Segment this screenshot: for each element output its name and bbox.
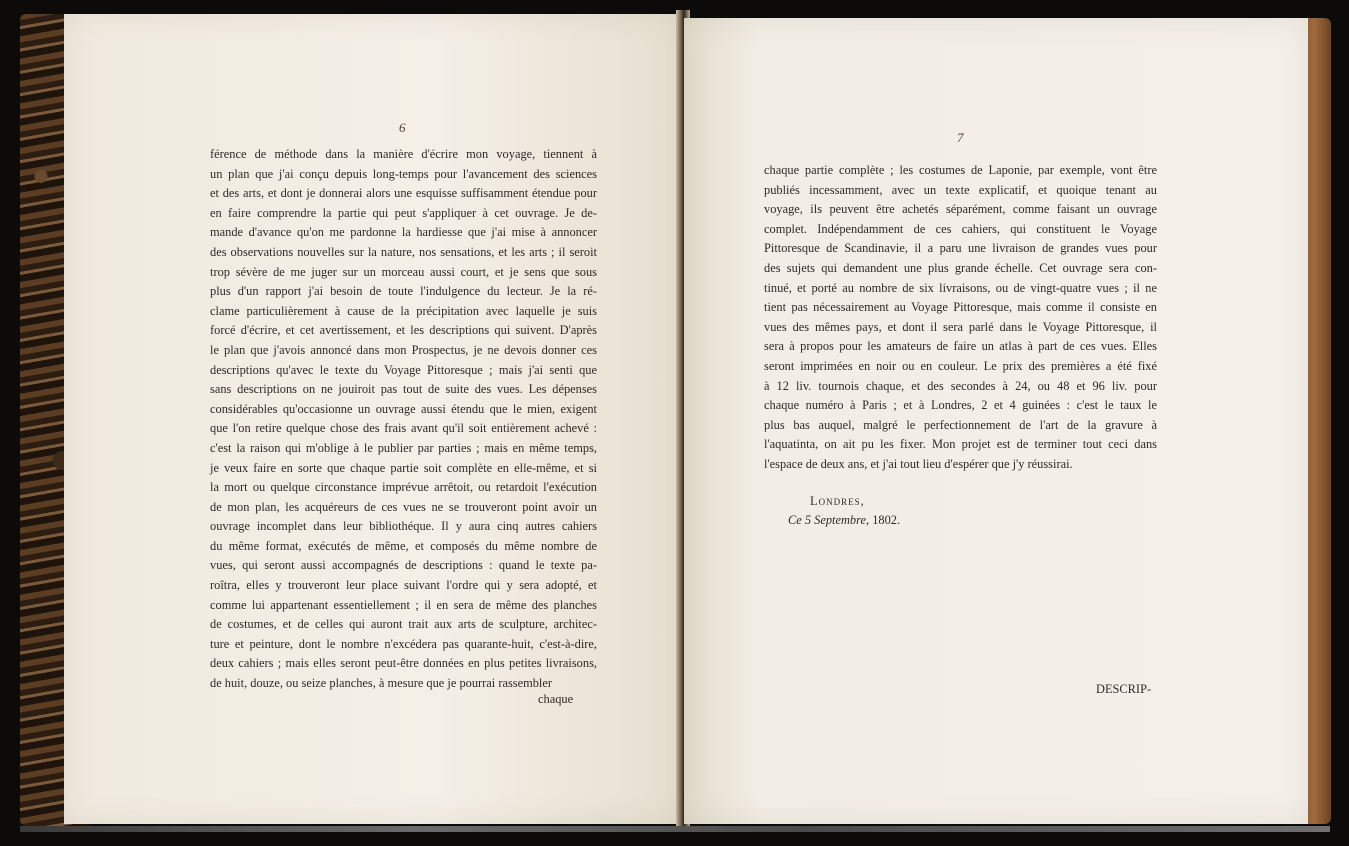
text-line: descriptions qu'avec le texte du Voyage Pittoresque ; mais j'ai senti que [210,362,597,377]
text-line: l'aquatinta, on ait pu les fixer. Mon projet est de terminer tout ceci dans [764,437,1157,452]
text-line: chaque numéro à Paris ; et à Londres, 2 et 4 guinées : c'est le taux le [764,398,1157,413]
signoff-year: 1802. [872,513,901,527]
text-line: Pittoresque de Scandinavie, il a paru une livraison de grandes vues pour [764,241,1157,256]
text-line: que l'on retire quelque chose des frais avant qu'il soit entièrement achevé : [210,421,597,436]
page-number-left: 6 [399,120,406,135]
catchword-left: chaque [538,692,574,706]
text-line: ture et peinture, dont le nombre n'excédera pas quarante-huit, c'est-à-dire, [210,636,597,651]
text-line: seront imprimées en noir ou en couleur. Le prix des premières a été fixé [764,358,1157,373]
text-line: à 12 liv. tournois chaque, et des secondes à 24, ou 48 et 96 liv. pour [764,378,1157,393]
text-line: trop sévère de me juger sur un morceau aussi court, et je sens que sous [210,264,597,279]
text-line: complet. Indépendamment de ces cahiers, qui constituent le Voyage [764,221,1157,236]
text-line: en faire comprendre la partie qui peut s'appliquer à cet ouvrage. Je de- [210,205,597,220]
text-line: comme lui appartenant essentiellement ; il en sera de même des planches [210,597,597,612]
text-line: clame particulièrement à cause de la précipitation avec laquelle je suis [210,303,597,318]
right-page [684,18,1308,824]
signoff-date-prefix: Ce 5 Septembre, [788,513,870,527]
text-line: sera à propos pour les amateurs de faire un atlas à part de ces vues. Elles [764,339,1157,354]
book-bottom-edge [20,826,1330,832]
text-line: de costumes, et de celles qui auront trait aux arts de sculpture, architec- [210,617,597,632]
text-line: de huit, douze, ou seize planches, à mesure que je pourrai rassembler [210,676,552,691]
text-line: plus d'un rapport j'ai besoin de toute l'indulgence du lecteur. Je la ré- [210,284,597,299]
text-line: des observations nouvelles sur la nature, nos sensations, et les arts ; il seroit [210,244,597,259]
text-line: c'est la raison qui m'oblige à le publier par parties ; mais en même temps, [210,440,597,455]
text-line: voyage, ils peuvent être achetés séparément, comme faisant un ouvrage [764,202,1157,217]
signoff-block [788,492,901,530]
text-line: vues des mêmes pays, et dont il sera parlé dans le Voyage Pittoresque, il [764,319,1157,334]
text-line: la mort ou quelque circonstance imprévue arrêtoit, ou retardoit l'exécution [210,480,597,495]
text-line: des sujets qui demandent une plus grande échelle. Cet ouvrage sera con- [764,260,1157,275]
text-line: ouvrage incomplet dans leur bibliothéque. Il y aura cinq autres cahiers [210,519,597,534]
catchword-right: DESCRIP- [1096,682,1152,696]
text-line: considérables qu'occasionne un ouvrage aussi étendu que le mien, exigent [210,401,597,416]
text-line: plus bas auquel, malgré le perfectionnement de l'art de la gravure à [764,417,1157,432]
signoff-date [788,511,900,530]
text-line: sans descriptions on ne jouiroit pas tout de suite des vues. Les dépenses [210,382,597,397]
text-line: tinué, et porté au nombre de six livraisons, ou de vingt-quatre vues ; il ne [764,280,1157,295]
text-line: publiés incessamment, avec un texte explicatif, et quoique tenant au [764,182,1157,197]
text-line: et des arts, et dont je donnerai alors une esquisse suffisamment étendue pour [210,186,597,201]
text-line: de mon plan, les acquéreurs de ces vues ne se trouveront point avoir un [210,499,597,514]
text-line: le plan que j'avois annoncé dans mon Prospectus, je ne devois donner ces [210,342,597,357]
right-page-body [764,161,1157,475]
text-line: mande d'avance qu'on me pardonne la hardiesse que j'ai mise à annoncer [210,225,597,240]
text-line: je veux faire en sorte que chaque partie soit complète en elle-même, et si [210,460,597,475]
left-page-body [210,145,597,694]
page-number-right: 7 [957,130,964,145]
signoff-city: Londres, [810,494,865,508]
text-line: du même format, exécutés de même, et composés du même nombre de [210,538,597,553]
text-line: roîtra, elles y trouveront leur place suivant l'ordre qui y sera adopté, et [210,578,597,593]
text-line: l'espace de deux ans, et j'ai tout lieu d'espérer que j'y réussirai. [764,456,1073,471]
text-line: tient pas nécessairement au Voyage Pittoresque, mais comme il consiste en [764,300,1157,315]
text-line: un plan que j'ai conçu depuis long-temps pour l'avancement des sciences [210,166,597,181]
text-line: férence de méthode dans la manière d'écrire mon voyage, tiennent à [210,147,597,161]
text-line: chaque partie complète ; les costumes de Laponie, par exemple, vont être [764,163,1157,177]
text-line: deux cahiers ; mais elles seront peut-être données en plus petites livraisons, [210,656,597,671]
text-line: forcé d'écrire, et cet avertissement, et les descriptions qui suivent. D'après [210,323,597,338]
left-page [64,14,680,824]
text-line: vues, qui seront aussi accompagnés de descriptions : quand le texte pa- [210,558,597,573]
